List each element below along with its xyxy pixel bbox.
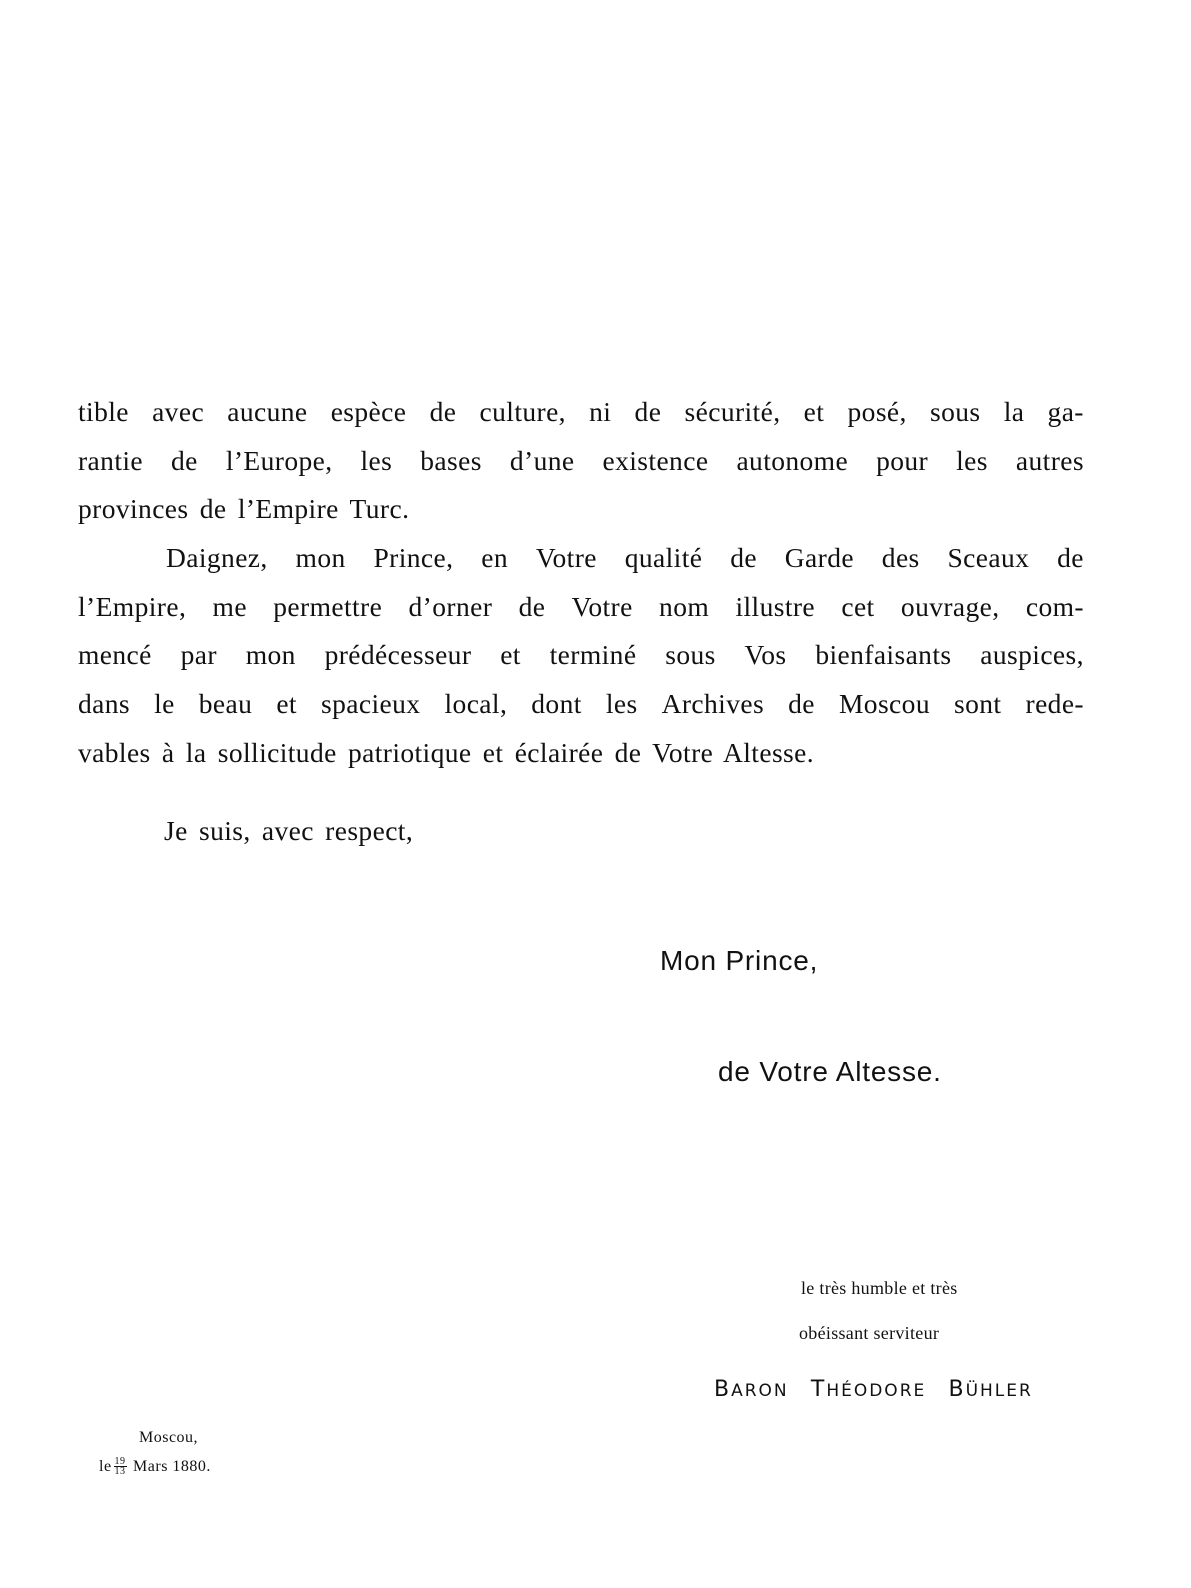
word: mon (295, 542, 346, 573)
word: nom (659, 591, 710, 622)
word: auspices, (980, 639, 1084, 670)
word: Archives (661, 688, 765, 719)
word: les (956, 445, 988, 476)
word: aucune (227, 396, 308, 427)
word: les (360, 445, 393, 476)
word: Sceaux (947, 542, 1030, 573)
word: et (276, 688, 297, 719)
word: dont (531, 688, 582, 719)
date-prefix: le (99, 1458, 112, 1476)
word: bienfaisants (815, 639, 952, 670)
paragraph-2-line-1 (166, 541, 1084, 575)
paragraph-2-line-5: vables à la sollicitude patriotique et éclairée de Votre Altesse. (78, 737, 815, 768)
word: cet (841, 591, 875, 622)
paragraph-2-line-4 (78, 687, 1084, 721)
paragraph-2-line-3 (78, 638, 1084, 672)
paragraph-1-line-3: provinces de l’Empire Turc. (78, 493, 410, 524)
word: d’une (509, 445, 575, 476)
word: ni (589, 396, 612, 427)
word: l’Europe, (225, 445, 333, 476)
word: Votre (571, 591, 633, 622)
signature-name (714, 1377, 1033, 1402)
word: par (180, 639, 217, 670)
word: spacieux (321, 688, 421, 719)
word: Vos (744, 639, 787, 670)
paragraph-2-line-2 (78, 590, 1084, 624)
word: pour (876, 445, 929, 476)
word: me (212, 591, 247, 622)
word: de (171, 445, 198, 476)
word: qualité (624, 542, 703, 573)
signature-name-part-1: BARON (714, 1377, 789, 1402)
word: sous (930, 396, 981, 427)
signature-line-1: le très humble et très (801, 1278, 958, 1298)
word: autres (1015, 445, 1084, 476)
respect-line: Je suis, avec respect, (164, 815, 414, 846)
word: l’Empire, (78, 591, 187, 622)
word: de (634, 396, 662, 427)
paragraph-1-line-2 (78, 444, 1084, 478)
word: mon (245, 639, 296, 670)
place: Moscou, (139, 1429, 199, 1446)
word: ga- (1047, 396, 1084, 427)
word: de (518, 591, 546, 622)
word: d’orner (408, 591, 493, 622)
date-fraction: $\frac{19}{13}$ (114, 1456, 126, 1477)
word: beau (198, 688, 253, 719)
word: mencé (78, 639, 152, 670)
word: tible (78, 396, 129, 427)
word: dans (78, 688, 131, 719)
word: Daignez, (166, 542, 268, 573)
word: des (881, 542, 920, 573)
word: avec (152, 396, 205, 427)
word: Garde (784, 542, 854, 573)
word: de (1057, 542, 1084, 573)
word: Moscou (838, 688, 930, 719)
word: la (1003, 396, 1025, 427)
word: com- (1025, 591, 1084, 622)
signature-name-part-3: BÜHLER (948, 1377, 1033, 1402)
word: espèce (330, 396, 407, 427)
word: en (481, 542, 508, 573)
date-month-year: Mars 1880. (133, 1458, 211, 1476)
word: rede- (1025, 688, 1084, 719)
word: terminé (549, 639, 637, 670)
word: les (605, 688, 638, 719)
word: de (730, 542, 757, 573)
signature-name-part-2: THÉODORE (810, 1377, 927, 1402)
word: le (154, 688, 175, 719)
word: et (500, 639, 521, 670)
word: sont (954, 688, 1002, 719)
word: rantie (78, 445, 144, 476)
word: de (788, 688, 815, 719)
word: Prince, (373, 542, 454, 573)
word: Votre (535, 542, 597, 573)
signature-line-2: obéissant serviteur (799, 1323, 940, 1343)
paragraph-1-line-1 (78, 395, 1084, 429)
date-line (99, 1458, 211, 1477)
word: prédécesseur (324, 639, 472, 670)
salutation: Mon Prince, (660, 945, 819, 976)
word: autonome (736, 445, 849, 476)
word: sous (665, 639, 716, 670)
word: culture, (479, 396, 566, 427)
word: et (803, 396, 825, 427)
word: existence (602, 445, 709, 476)
word: illustre (735, 591, 816, 622)
word: de (429, 396, 457, 427)
word: posé, (847, 396, 907, 427)
word: permettre (273, 591, 383, 622)
word: bases (420, 445, 482, 476)
address-line: de Votre Altesse. (718, 1056, 942, 1087)
word: local, (444, 688, 508, 719)
word: ouvrage, (900, 591, 1000, 622)
word: sécurité, (684, 396, 781, 427)
